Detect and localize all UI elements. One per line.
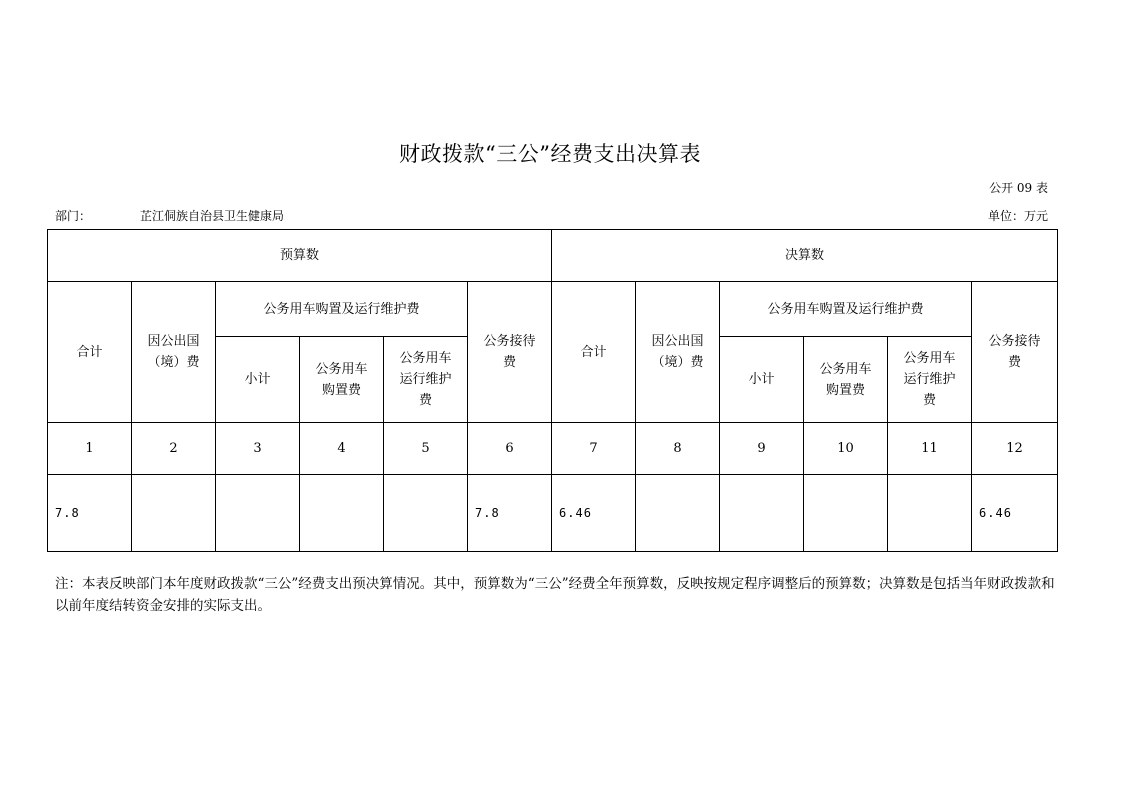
budget-subtotal-header: 小计 — [216, 337, 300, 423]
final-abroad-value — [636, 475, 720, 552]
final-purchase-header: 公务用车 购置费 — [804, 337, 888, 423]
column-number: 3 — [216, 423, 300, 475]
unit-label: 单位：万元 — [987, 209, 1048, 223]
column-number: 8 — [636, 423, 720, 475]
final-purchase-value — [804, 475, 888, 552]
column-number: 2 — [132, 423, 216, 475]
page-title: 财政拨款“三公”经费支出决算表 — [399, 142, 701, 166]
final-total-header: 合计 — [552, 282, 636, 423]
final-abroad-header: 因公出国 （境）费 — [636, 282, 720, 423]
column-number: 9 — [720, 423, 804, 475]
department-name: 芷江侗族自治县卫生健康局 — [140, 209, 285, 223]
column-number: 10 — [804, 423, 888, 475]
final-subtotal-value — [720, 475, 804, 552]
budget-operation-value — [384, 475, 468, 552]
final-vehicle-header: 公务用车购置及运行维护费 — [720, 282, 972, 337]
column-number: 4 — [300, 423, 384, 475]
budget-total-value: 7.8 — [48, 475, 132, 552]
column-number: 1 — [48, 423, 132, 475]
final-operation-header: 公务用车 运行维护 费 — [888, 337, 972, 423]
budget-subtotal-value — [216, 475, 300, 552]
column-number-row — [48, 423, 1058, 475]
budget-purchase-value — [300, 475, 384, 552]
budget-abroad-value — [132, 475, 216, 552]
final-subtotal-header: 小计 — [720, 337, 804, 423]
budget-reception-value: 7.8 — [468, 475, 552, 552]
column-number: 12 — [972, 423, 1058, 475]
budget-operation-header: 公务用车 运行维护 费 — [384, 337, 468, 423]
column-number: 6 — [468, 423, 552, 475]
expense-table — [47, 229, 1058, 552]
budget-vehicle-header: 公务用车购置及运行维护费 — [216, 282, 468, 337]
final-group-header: 决算数 — [552, 230, 1058, 282]
budget-total-header: 合计 — [48, 282, 132, 423]
footnote: 注：本表反映部门本年度财政拨款“三公”经费支出预决算情况。其中，预算数为“三公”经费全年预算数，反映按规定程序调整后的预算数；决算数是包括当年财政拨款和以前年度结转资金安排的实际支出。 — [55, 576, 1055, 614]
final-reception-value: 6.46 — [972, 475, 1058, 552]
column-number: 11 — [888, 423, 972, 475]
final-reception-header: 公务接待 费 — [972, 282, 1058, 423]
department-label: 部门： — [55, 209, 92, 223]
budget-group-header: 预算数 — [48, 230, 552, 282]
budget-reception-header: 公务接待 费 — [468, 282, 552, 423]
column-number: 7 — [552, 423, 636, 475]
value-row — [48, 475, 1058, 552]
form-number: 公开 09 表 — [989, 181, 1048, 195]
budget-abroad-header: 因公出国 （境）费 — [132, 282, 216, 423]
budget-purchase-header: 公务用车 购置费 — [300, 337, 384, 423]
column-number: 5 — [384, 423, 468, 475]
final-total-value: 6.46 — [552, 475, 636, 552]
final-operation-value — [888, 475, 972, 552]
